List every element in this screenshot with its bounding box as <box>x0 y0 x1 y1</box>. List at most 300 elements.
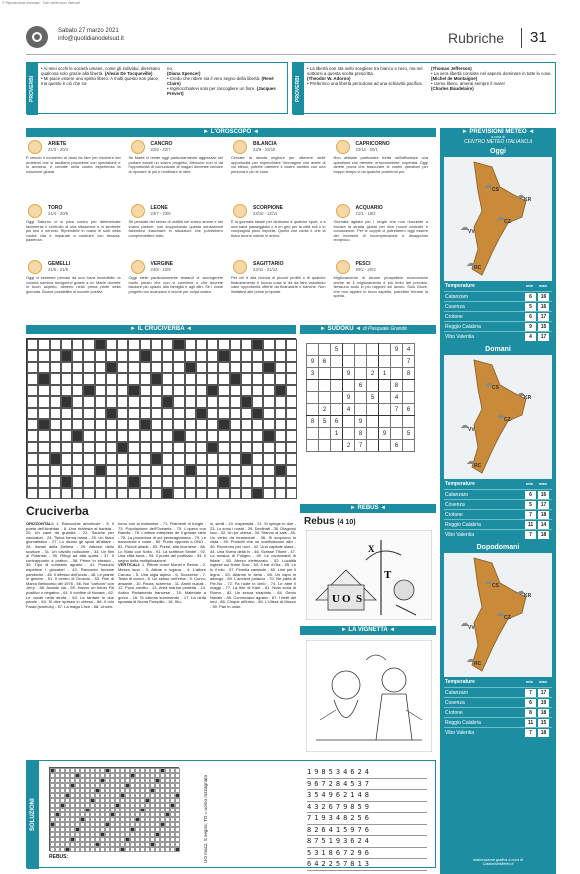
crossword-cell[interactable] <box>173 396 184 407</box>
crossword-cell[interactable] <box>83 339 94 350</box>
crossword-cell[interactable] <box>140 396 151 407</box>
crossword-cell[interactable] <box>151 339 162 350</box>
crossword-cell[interactable] <box>207 465 218 476</box>
sudoku-cell[interactable]: 8 <box>391 380 403 392</box>
crossword-cell[interactable] <box>185 373 196 384</box>
crossword-cell[interactable] <box>196 373 207 384</box>
crossword-cell[interactable] <box>140 430 151 441</box>
crossword-cell[interactable] <box>275 430 286 441</box>
sudoku-cell[interactable] <box>307 428 319 440</box>
sudoku-cell[interactable]: 2 <box>367 368 379 380</box>
crossword-cell[interactable] <box>27 339 38 350</box>
crossword-cell[interactable] <box>230 362 241 373</box>
sudoku-cell[interactable]: 6 <box>355 380 367 392</box>
crossword-cell[interactable] <box>162 465 173 476</box>
crossword-cell[interactable] <box>38 396 49 407</box>
crossword-cell[interactable] <box>38 339 49 350</box>
crossword-cell[interactable] <box>275 419 286 430</box>
crossword-cell[interactable] <box>185 488 196 499</box>
crossword-cell[interactable] <box>27 385 38 396</box>
crossword-cell[interactable] <box>241 476 252 487</box>
sudoku-cell[interactable]: 5 <box>319 416 331 428</box>
crossword-cell[interactable] <box>50 396 61 407</box>
crossword-cell[interactable] <box>95 408 106 419</box>
crossword-cell[interactable] <box>140 465 151 476</box>
crossword-cell[interactable] <box>286 442 297 453</box>
crossword-cell[interactable] <box>263 350 274 361</box>
crossword-cell[interactable] <box>83 465 94 476</box>
crossword-cell[interactable] <box>275 488 286 499</box>
crossword-cell[interactable] <box>218 408 229 419</box>
crossword-cell[interactable] <box>263 465 274 476</box>
crossword-cell[interactable] <box>50 465 61 476</box>
crossword-cell[interactable] <box>117 488 128 499</box>
crossword-cell[interactable] <box>230 408 241 419</box>
crossword-cell[interactable] <box>72 442 83 453</box>
sudoku-cell[interactable] <box>307 440 319 452</box>
crossword-cell[interactable] <box>117 362 128 373</box>
crossword-cell[interactable] <box>275 453 286 464</box>
crossword-cell[interactable] <box>72 419 83 430</box>
sudoku-cell[interactable] <box>355 356 367 368</box>
crossword-cell[interactable] <box>140 350 151 361</box>
crossword-cell[interactable] <box>128 465 139 476</box>
crossword-cell[interactable] <box>241 430 252 441</box>
crossword-cell[interactable] <box>230 373 241 384</box>
crossword-cell[interactable] <box>50 385 61 396</box>
crossword-cell[interactable] <box>218 339 229 350</box>
sudoku-cell[interactable] <box>307 380 319 392</box>
crossword-cell[interactable] <box>263 396 274 407</box>
crossword-cell[interactable] <box>72 396 83 407</box>
sudoku-cell[interactable]: 2 <box>343 440 355 452</box>
crossword-cell[interactable] <box>263 453 274 464</box>
crossword-cell[interactable] <box>38 442 49 453</box>
crossword-cell[interactable] <box>196 362 207 373</box>
crossword-cell[interactable] <box>252 488 263 499</box>
crossword-cell[interactable] <box>151 476 162 487</box>
crossword-grid[interactable] <box>26 338 296 498</box>
crossword-cell[interactable] <box>50 430 61 441</box>
sudoku-cell[interactable]: 5 <box>331 344 343 356</box>
crossword-cell[interactable] <box>61 396 72 407</box>
crossword-cell[interactable] <box>72 385 83 396</box>
crossword-cell[interactable] <box>162 408 173 419</box>
crossword-cell[interactable] <box>263 476 274 487</box>
crossword-cell[interactable] <box>218 385 229 396</box>
crossword-cell[interactable] <box>275 408 286 419</box>
crossword-cell[interactable] <box>27 488 38 499</box>
sudoku-cell[interactable]: 4 <box>343 404 355 416</box>
crossword-cell[interactable] <box>151 396 162 407</box>
crossword-cell[interactable] <box>128 476 139 487</box>
sudoku-cell[interactable]: 8 <box>307 416 319 428</box>
crossword-cell[interactable] <box>241 373 252 384</box>
crossword-cell[interactable] <box>151 385 162 396</box>
sudoku-cell[interactable] <box>391 416 403 428</box>
sudoku-cell[interactable] <box>391 428 403 440</box>
crossword-cell[interactable] <box>83 488 94 499</box>
crossword-cell[interactable] <box>128 396 139 407</box>
crossword-cell[interactable] <box>230 430 241 441</box>
crossword-cell[interactable] <box>140 453 151 464</box>
crossword-cell[interactable] <box>218 488 229 499</box>
crossword-cell[interactable] <box>196 419 207 430</box>
crossword-cell[interactable] <box>286 465 297 476</box>
crossword-cell[interactable] <box>83 442 94 453</box>
sudoku-cell[interactable] <box>391 368 403 380</box>
crossword-cell[interactable] <box>95 350 106 361</box>
crossword-cell[interactable] <box>241 350 252 361</box>
crossword-cell[interactable] <box>241 442 252 453</box>
crossword-cell[interactable] <box>117 339 128 350</box>
crossword-cell[interactable] <box>263 430 274 441</box>
crossword-cell[interactable] <box>286 488 297 499</box>
crossword-cell[interactable] <box>196 465 207 476</box>
sudoku-cell[interactable] <box>319 440 331 452</box>
sudoku-cell[interactable] <box>379 404 391 416</box>
sudoku-cell[interactable] <box>379 356 391 368</box>
crossword-cell[interactable] <box>95 453 106 464</box>
crossword-cell[interactable] <box>50 419 61 430</box>
crossword-cell[interactable] <box>230 465 241 476</box>
crossword-cell[interactable] <box>83 362 94 373</box>
sudoku-cell[interactable] <box>379 440 391 452</box>
crossword-cell[interactable] <box>106 476 117 487</box>
crossword-cell[interactable] <box>117 453 128 464</box>
crossword-cell[interactable] <box>117 476 128 487</box>
crossword-cell[interactable] <box>38 408 49 419</box>
crossword-cell[interactable] <box>286 350 297 361</box>
crossword-cell[interactable] <box>196 385 207 396</box>
crossword-cell[interactable] <box>185 430 196 441</box>
crossword-cell[interactable] <box>218 362 229 373</box>
crossword-cell[interactable] <box>38 465 49 476</box>
sudoku-cell[interactable] <box>319 380 331 392</box>
crossword-cell[interactable] <box>27 419 38 430</box>
sudoku-cell[interactable]: 8 <box>355 428 367 440</box>
sudoku-cell[interactable]: 9 <box>307 356 319 368</box>
crossword-cell[interactable] <box>50 442 61 453</box>
crossword-cell[interactable] <box>128 373 139 384</box>
crossword-cell[interactable] <box>95 362 106 373</box>
crossword-cell[interactable] <box>162 419 173 430</box>
crossword-cell[interactable] <box>173 488 184 499</box>
sudoku-cell[interactable] <box>403 416 415 428</box>
crossword-cell[interactable] <box>162 396 173 407</box>
crossword-cell[interactable] <box>196 488 207 499</box>
crossword-cell[interactable] <box>207 419 218 430</box>
sudoku-cell[interactable] <box>355 404 367 416</box>
crossword-cell[interactable] <box>72 408 83 419</box>
crossword-cell[interactable] <box>61 339 72 350</box>
crossword-cell[interactable] <box>162 453 173 464</box>
crossword-cell[interactable] <box>106 385 117 396</box>
crossword-cell[interactable] <box>140 419 151 430</box>
crossword-cell[interactable] <box>95 373 106 384</box>
crossword-cell[interactable] <box>61 385 72 396</box>
crossword-cell[interactable] <box>83 385 94 396</box>
crossword-cell[interactable] <box>106 396 117 407</box>
crossword-cell[interactable] <box>61 362 72 373</box>
crossword-cell[interactable] <box>207 408 218 419</box>
crossword-cell[interactable] <box>286 396 297 407</box>
crossword-cell[interactable] <box>230 339 241 350</box>
sudoku-cell[interactable] <box>367 428 379 440</box>
crossword-cell[interactable] <box>106 419 117 430</box>
sudoku-cell[interactable]: 9 <box>355 416 367 428</box>
crossword-cell[interactable] <box>72 465 83 476</box>
crossword-cell[interactable] <box>275 373 286 384</box>
crossword-cell[interactable] <box>117 385 128 396</box>
sudoku-cell[interactable] <box>343 428 355 440</box>
crossword-cell[interactable] <box>185 396 196 407</box>
crossword-cell[interactable] <box>27 396 38 407</box>
crossword-cell[interactable] <box>83 476 94 487</box>
crossword-cell[interactable] <box>286 385 297 396</box>
crossword-cell[interactable] <box>263 385 274 396</box>
sudoku-cell[interactable] <box>307 392 319 404</box>
crossword-cell[interactable] <box>162 442 173 453</box>
crossword-cell[interactable] <box>218 419 229 430</box>
crossword-cell[interactable] <box>128 362 139 373</box>
crossword-cell[interactable] <box>263 373 274 384</box>
crossword-cell[interactable] <box>151 350 162 361</box>
crossword-cell[interactable] <box>128 385 139 396</box>
sudoku-cell[interactable] <box>355 368 367 380</box>
crossword-cell[interactable] <box>50 362 61 373</box>
crossword-cell[interactable] <box>162 362 173 373</box>
crossword-cell[interactable] <box>185 476 196 487</box>
crossword-cell[interactable] <box>207 476 218 487</box>
crossword-cell[interactable] <box>27 350 38 361</box>
crossword-cell[interactable] <box>83 408 94 419</box>
crossword-cell[interactable] <box>38 419 49 430</box>
sudoku-cell[interactable] <box>319 368 331 380</box>
crossword-cell[interactable] <box>151 362 162 373</box>
crossword-cell[interactable] <box>38 453 49 464</box>
crossword-cell[interactable] <box>173 373 184 384</box>
crossword-cell[interactable] <box>106 453 117 464</box>
sudoku-cell[interactable]: 6 <box>319 356 331 368</box>
crossword-cell[interactable] <box>83 396 94 407</box>
crossword-cell[interactable] <box>151 488 162 499</box>
crossword-cell[interactable] <box>162 350 173 361</box>
crossword-cell[interactable] <box>263 442 274 453</box>
sudoku-cell[interactable]: 4 <box>403 344 415 356</box>
sudoku-cell[interactable]: 2 <box>319 404 331 416</box>
crossword-cell[interactable] <box>128 430 139 441</box>
crossword-cell[interactable] <box>252 453 263 464</box>
crossword-cell[interactable] <box>252 362 263 373</box>
crossword-cell[interactable] <box>151 373 162 384</box>
crossword-cell[interactable] <box>196 430 207 441</box>
sudoku-cell[interactable]: 6 <box>331 416 343 428</box>
crossword-cell[interactable] <box>230 350 241 361</box>
crossword-cell[interactable] <box>128 419 139 430</box>
crossword-cell[interactable] <box>140 488 151 499</box>
crossword-cell[interactable] <box>275 476 286 487</box>
crossword-cell[interactable] <box>286 408 297 419</box>
crossword-cell[interactable] <box>106 339 117 350</box>
sudoku-cell[interactable] <box>307 404 319 416</box>
crossword-cell[interactable] <box>38 385 49 396</box>
crossword-cell[interactable] <box>151 408 162 419</box>
crossword-cell[interactable] <box>241 465 252 476</box>
crossword-cell[interactable] <box>95 465 106 476</box>
crossword-cell[interactable] <box>207 385 218 396</box>
crossword-cell[interactable] <box>252 476 263 487</box>
crossword-cell[interactable] <box>38 488 49 499</box>
crossword-cell[interactable] <box>117 408 128 419</box>
crossword-cell[interactable] <box>61 476 72 487</box>
crossword-cell[interactable] <box>207 362 218 373</box>
crossword-cell[interactable] <box>241 362 252 373</box>
crossword-cell[interactable] <box>162 430 173 441</box>
crossword-cell[interactable] <box>241 408 252 419</box>
crossword-cell[interactable] <box>263 362 274 373</box>
crossword-cell[interactable] <box>61 465 72 476</box>
crossword-cell[interactable] <box>230 385 241 396</box>
crossword-cell[interactable] <box>286 430 297 441</box>
crossword-cell[interactable] <box>173 465 184 476</box>
crossword-cell[interactable] <box>95 385 106 396</box>
sudoku-cell[interactable] <box>331 368 343 380</box>
crossword-cell[interactable] <box>263 408 274 419</box>
crossword-cell[interactable] <box>106 465 117 476</box>
crossword-cell[interactable] <box>151 419 162 430</box>
crossword-cell[interactable] <box>83 419 94 430</box>
crossword-cell[interactable] <box>117 350 128 361</box>
crossword-cell[interactable] <box>275 442 286 453</box>
sudoku-cell[interactable] <box>343 380 355 392</box>
crossword-cell[interactable] <box>117 396 128 407</box>
crossword-cell[interactable] <box>218 373 229 384</box>
crossword-cell[interactable] <box>50 488 61 499</box>
crossword-cell[interactable] <box>207 488 218 499</box>
crossword-cell[interactable] <box>61 453 72 464</box>
sudoku-cell[interactable]: 7 <box>403 356 415 368</box>
sudoku-cell[interactable] <box>367 416 379 428</box>
crossword-cell[interactable] <box>252 442 263 453</box>
crossword-cell[interactable] <box>218 476 229 487</box>
sudoku-cell[interactable] <box>391 356 403 368</box>
crossword-cell[interactable] <box>128 408 139 419</box>
crossword-cell[interactable] <box>106 373 117 384</box>
crossword-cell[interactable] <box>83 453 94 464</box>
crossword-cell[interactable] <box>27 362 38 373</box>
crossword-cell[interactable] <box>72 362 83 373</box>
crossword-cell[interactable] <box>275 465 286 476</box>
crossword-cell[interactable] <box>275 339 286 350</box>
crossword-cell[interactable] <box>106 408 117 419</box>
crossword-cell[interactable] <box>286 373 297 384</box>
crossword-cell[interactable] <box>162 385 173 396</box>
crossword-cell[interactable] <box>140 385 151 396</box>
sudoku-cell[interactable] <box>367 356 379 368</box>
crossword-cell[interactable] <box>173 419 184 430</box>
crossword-cell[interactable] <box>128 350 139 361</box>
crossword-cell[interactable] <box>128 453 139 464</box>
crossword-cell[interactable] <box>140 442 151 453</box>
crossword-cell[interactable] <box>241 419 252 430</box>
crossword-cell[interactable] <box>117 430 128 441</box>
crossword-cell[interactable] <box>140 408 151 419</box>
crossword-cell[interactable] <box>50 350 61 361</box>
sudoku-cell[interactable] <box>403 440 415 452</box>
crossword-cell[interactable] <box>38 430 49 441</box>
crossword-cell[interactable] <box>83 350 94 361</box>
sudoku-cell[interactable] <box>379 380 391 392</box>
crossword-cell[interactable] <box>173 476 184 487</box>
crossword-cell[interactable] <box>252 385 263 396</box>
crossword-cell[interactable] <box>162 476 173 487</box>
crossword-cell[interactable] <box>140 362 151 373</box>
sudoku-cell[interactable]: 9 <box>391 344 403 356</box>
crossword-cell[interactable] <box>241 488 252 499</box>
crossword-cell[interactable] <box>106 442 117 453</box>
sudoku-grid[interactable] <box>306 343 415 452</box>
crossword-cell[interactable] <box>95 442 106 453</box>
sudoku-cell[interactable]: 7 <box>391 404 403 416</box>
crossword-cell[interactable] <box>72 453 83 464</box>
crossword-cell[interactable] <box>207 350 218 361</box>
crossword-cell[interactable] <box>286 419 297 430</box>
crossword-cell[interactable] <box>38 476 49 487</box>
crossword-cell[interactable] <box>151 442 162 453</box>
sudoku-cell[interactable] <box>367 404 379 416</box>
crossword-cell[interactable] <box>151 465 162 476</box>
sudoku-cell[interactable] <box>331 356 343 368</box>
crossword-cell[interactable] <box>117 465 128 476</box>
crossword-cell[interactable] <box>230 419 241 430</box>
crossword-cell[interactable] <box>140 339 151 350</box>
crossword-cell[interactable] <box>117 442 128 453</box>
crossword-cell[interactable] <box>185 385 196 396</box>
crossword-cell[interactable] <box>106 362 117 373</box>
sudoku-cell[interactable]: 5 <box>367 392 379 404</box>
crossword-cell[interactable] <box>61 442 72 453</box>
crossword-cell[interactable] <box>275 362 286 373</box>
crossword-cell[interactable] <box>185 465 196 476</box>
crossword-cell[interactable] <box>61 419 72 430</box>
sudoku-cell[interactable] <box>379 392 391 404</box>
crossword-cell[interactable] <box>173 453 184 464</box>
crossword-cell[interactable] <box>185 419 196 430</box>
crossword-cell[interactable] <box>38 362 49 373</box>
sudoku-cell[interactable] <box>319 344 331 356</box>
sudoku-cell[interactable]: 9 <box>379 428 391 440</box>
crossword-cell[interactable] <box>162 488 173 499</box>
crossword-cell[interactable] <box>218 350 229 361</box>
crossword-cell[interactable] <box>252 396 263 407</box>
sudoku-cell[interactable]: 6 <box>403 404 415 416</box>
crossword-cell[interactable] <box>241 339 252 350</box>
crossword-cell[interactable] <box>252 419 263 430</box>
sudoku-cell[interactable] <box>343 344 355 356</box>
crossword-cell[interactable] <box>230 396 241 407</box>
crossword-cell[interactable] <box>196 442 207 453</box>
sudoku-cell[interactable] <box>331 392 343 404</box>
sudoku-cell[interactable]: 9 <box>343 392 355 404</box>
sudoku-cell[interactable]: 1 <box>331 428 343 440</box>
sudoku-cell[interactable] <box>403 392 415 404</box>
crossword-cell[interactable] <box>140 476 151 487</box>
crossword-cell[interactable] <box>196 408 207 419</box>
crossword-cell[interactable] <box>151 453 162 464</box>
crossword-cell[interactable] <box>61 488 72 499</box>
crossword-cell[interactable] <box>173 442 184 453</box>
